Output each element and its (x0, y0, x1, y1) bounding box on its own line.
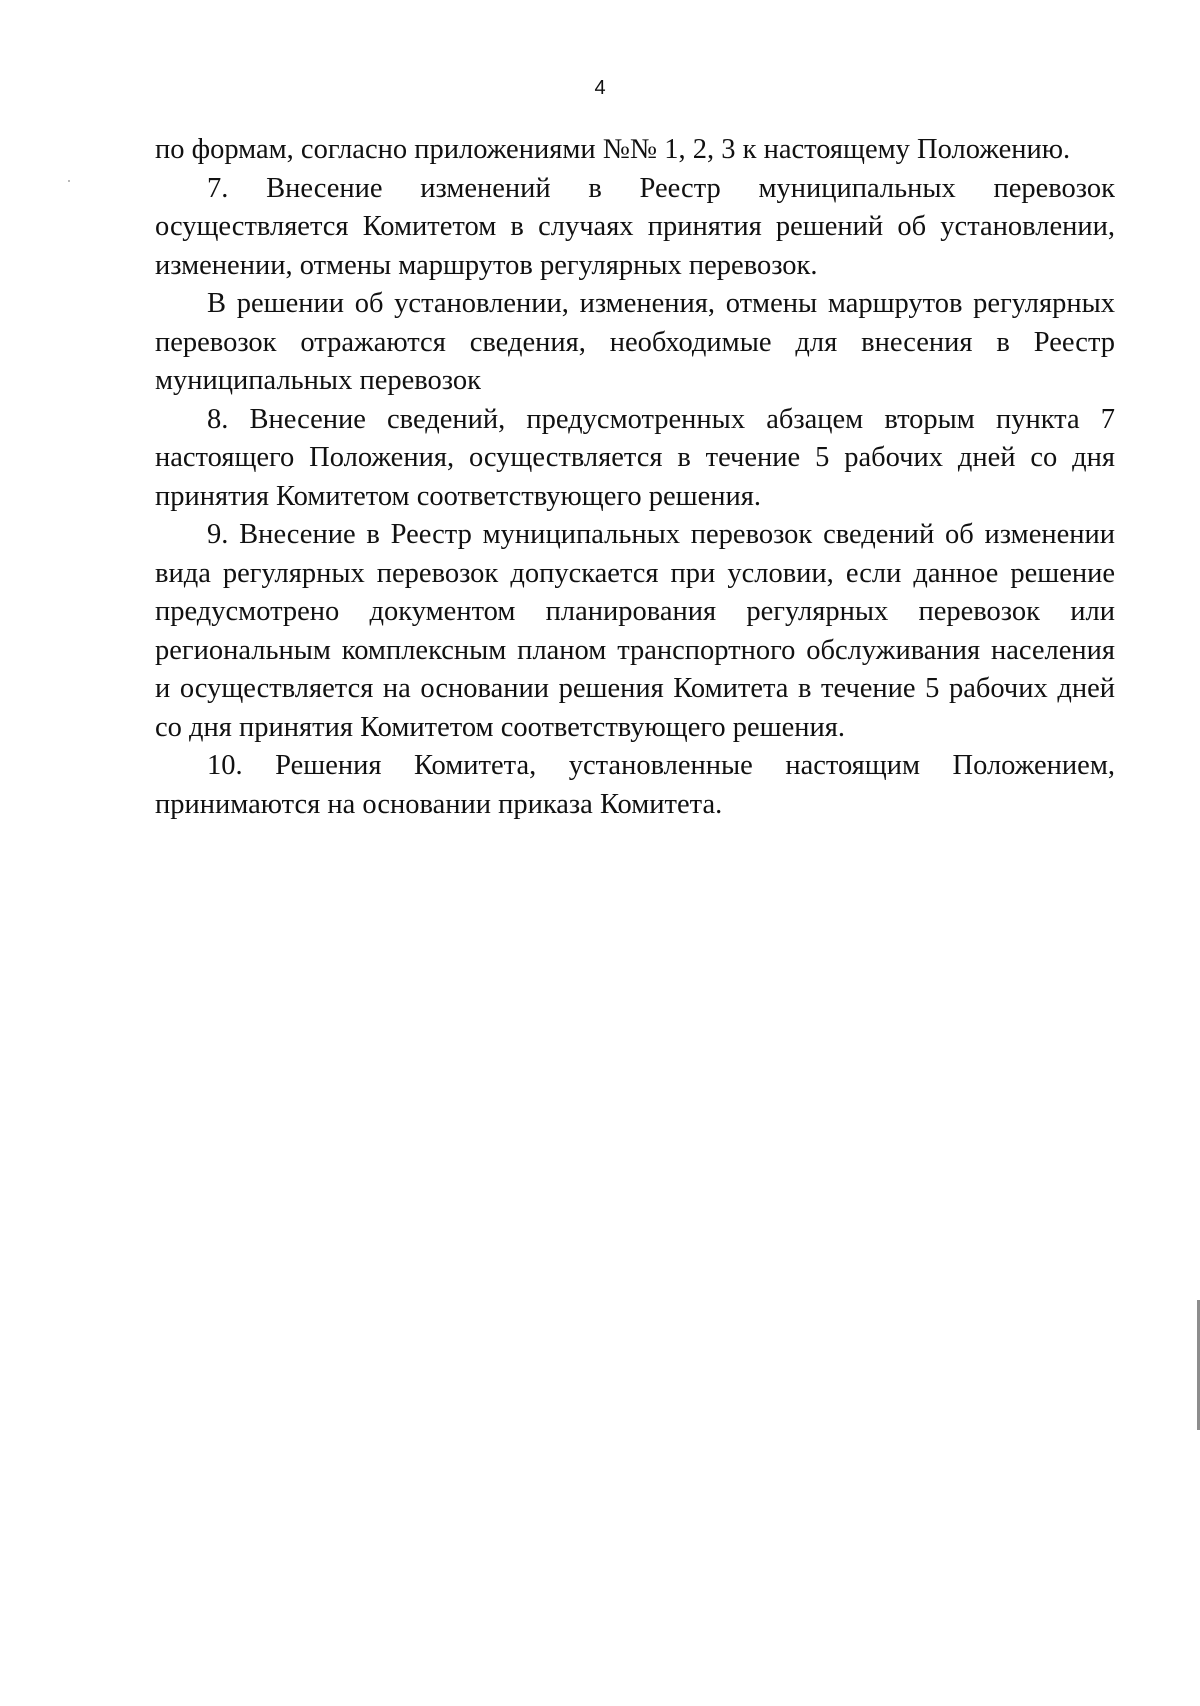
paragraph-item-10: 10. Решения Комитета, установленные настоящим Положением, принимаются на основании приказа Комитета. (155, 750, 1115, 820)
document-body (155, 131, 1115, 824)
paragraph-item-8: 8. Внесение сведений, предусмотренных абзацем вторым пункта 7 настоящего Положения, осуществляется в течение 5 рабочих дней со дня принятия Комитетом соответствующего решения. (155, 403, 1115, 512)
paragraph-item-9: 9. Внесение в Реестр муниципальных перевозок сведений об изменении вида регулярных перевозок допускается при условии, если данное решение предусмотрено документом планирования регулярных перевозок или региональным комплексным планом транспортного обслуживания населения и осуществляется на основании решения Комитета в течение 5 рабочих дней со дня принятия Комитетом соответствующего решения. (155, 519, 1115, 743)
page-number: 4 (594, 77, 606, 99)
scan-speck (68, 180, 70, 182)
paragraph-item-7-second: В решении об установлении, изменения, отмены маршрутов регулярных перевозок отражаются сведения, необходимые для внесения в Реестр муниципальных перевозок (155, 288, 1115, 396)
paragraph-continuation: по формам, согласно приложениями №№ 1, 2, 3 к настоящему Положению. (155, 134, 1071, 165)
paragraph-item-7: 7. Внесение изменений в Реестр муниципальных перевозок осуществляется Комитетом в случаях принятия решений об установлении, изменении, отмены маршрутов регулярных перевозок. (155, 172, 1115, 281)
